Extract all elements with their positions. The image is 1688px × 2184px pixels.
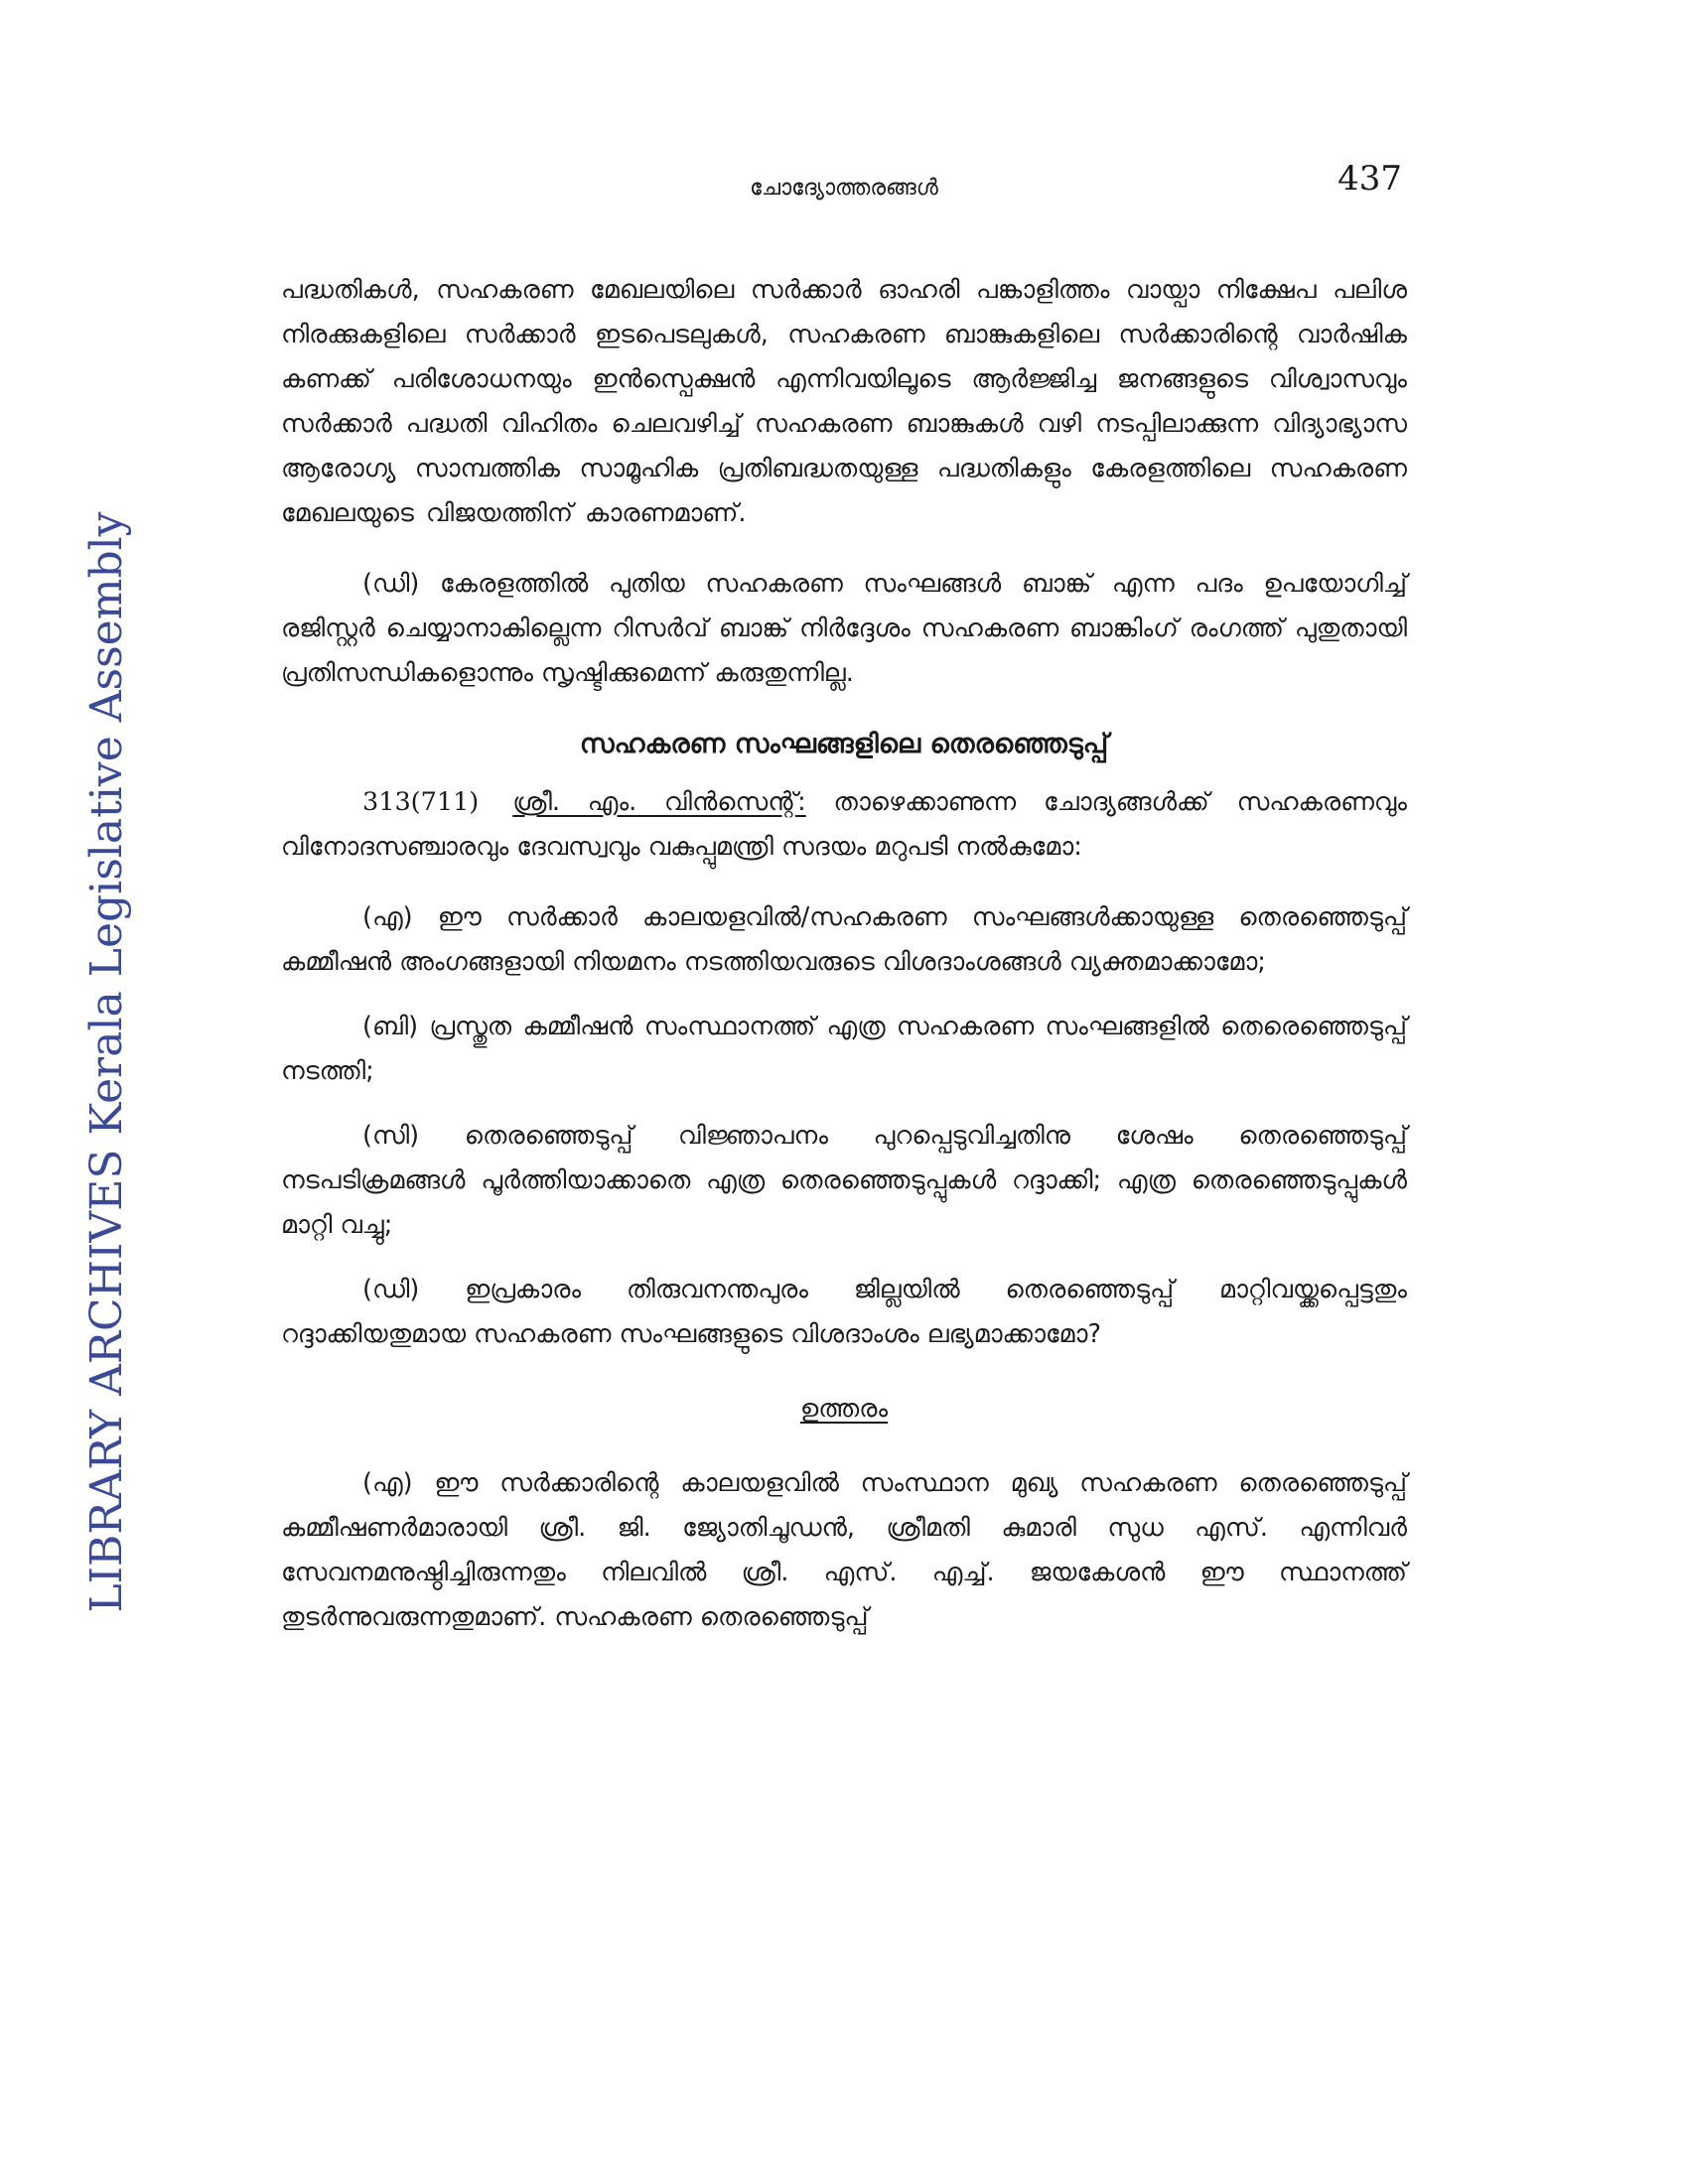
page-body (281, 268, 1407, 1640)
paragraph-d-reserve-bank: (ഡി) കേരളത്തിൽ പുതിയ സഹകരണ സംഘങ്ങൾ ബാങ്ക് എന്ന പദം ഉപയോഗിച്ച് രജിസ്റ്റർ ചെയ്യാനാകില്ലെന്ന റിസർവ് ബാങ്ക് നിർദ്ദേശം സഹകരണ ബാങ്കിംഗ് രംഗത്ത് പുതുതായി പ്രതിസന്ധികളൊന്നും സൃഷ്ടിക്കുമെന്ന് കരുതുന്നില്ല. (281, 569, 1407, 688)
answer-heading (281, 1387, 1407, 1432)
page-number: 437 (1337, 159, 1402, 199)
continuation-paragraph: പദ്ധതികൾ, സഹകരണ മേഖലയിലെ സർക്കാർ ഓഹരി പങ്കാളിത്തം വായ്പാ നിക്ഷേപ പലിശ നിരക്കുകളിലെ സർക്കാർ ഇടപെടലുകൾ, സഹകരണ ബാങ്കുകളിലെ സർക്കാരിന്റെ വാർഷിക കണക്ക് പരിശോധനയും ഇൻസ്പെക്ഷൻ എന്നിവയിലൂടെ ആർജ്ജിച്ച ജനങ്ങളുടെ വിശ്വാസവും സർക്കാർ പദ്ധതി വിഹിതം ചെലവഴിച്ച് സഹകരണ ബാങ്കുകൾ വഴി നടപ്പിലാക്കുന്ന വിദ്യാഭ്യാസ ആരോഗ്യ സാമ്പത്തിക സാമൂഹിക പ്രതിബദ്ധതയുള്ള പദ്ധതികളും കേരളത്തിലെ സഹകരണ മേഖലയുടെ വിജയത്തിന് കാരണമാണ്. (281, 275, 1407, 528)
running-title: ചോദ്യോത്തരങ്ങൾ (750, 176, 938, 201)
question-item-c: (സി) തെരഞ്ഞെടുപ്പ് വിജ്ഞാപനം പുറപ്പെടുവിച്ചതിനു ശേഷം തെരഞ്ഞെടുപ്പ് നടപടിക്രമങ്ങൾ പൂർത്തിയാക്കാതെ എത്ര തെരഞ്ഞെടുപ്പുകൾ റദ്ദാക്കി; എത്ര തെരഞ്ഞെടുപ്പുകൾ മാറ്റി വച്ചു; (281, 1121, 1407, 1240)
section-heading: സഹകരണ സംഘങ്ങളിലെ തെരഞ്ഞെടുപ്പ് (579, 729, 1109, 759)
question-item-b: (ബി) പ്രസ്തുത കമ്മീഷൻ സംസ്ഥാനത്ത് എത്ര സഹകരണ സംഘങ്ങളിൽ തെരെഞ്ഞെടുപ്പ് നടത്തി; (281, 1012, 1407, 1086)
question-item-d: (ഡി) ഇപ്രകാരം തിരുവനന്തപുരം ജില്ലയിൽ തെരഞ്ഞെടുപ്പ് മാറ്റിവയ്ക്കപ്പെട്ടതും റദ്ദാക്കിയതുമായ സഹകരണ സംഘങ്ങളുടെ വിശദാംശം ലഭ്യമാക്കാമോ? (281, 1275, 1407, 1349)
library-archives-watermark: LIBRARY ARCHIVES Kerala Legislative Assembly (81, 511, 132, 1613)
question-item-a: (എ) ഈ സർക്കാർ കാലയളവിൽ/സഹകരണ സംഘങ്ങൾക്കായുള്ള തെരഞ്ഞെടുപ്പ് കമ്മീഷൻ അംഗങ്ങളായി നിയമനം നടത്തിയവരുടെ വിശദാംശങ്ങൾ വ്യക്തമാക്കാമോ; (281, 902, 1407, 977)
answer-heading-text: ഉത്തരം (799, 1394, 889, 1424)
question-intro-text: താഴെക്കാണുന്ന ചോദ്യങ്ങൾക്ക് സഹകരണവും വിനോദസഞ്ചാരവും ദേവസ്വവും വകുപ്പുമന്ത്രി സദയം മറുപടി നൽകുമോ: (281, 787, 1407, 862)
question-number: 313(711) (362, 787, 480, 817)
question-intro (281, 780, 1407, 870)
page-header (0, 159, 1688, 218)
member-name: ശ്രീ. എം. വിൻസെന്റ്: (512, 787, 806, 817)
answer-a: (എ) ഈ സർക്കാരിന്റെ കാലയളവിൽ സംസ്ഥാന മുഖ്യ സഹകരണ തെരഞ്ഞെടുപ്പ് കമ്മീഷണർമാരായി ശ്രീ. ജി. ജ്യോതിചൂഡൻ, ശ്രീമതി കുമാരി സുധ എസ്. എന്നിവർ സേവനമനുഷ്ഠിച്ചിരുന്നതും നിലവിൽ ശ്രീ. എസ്. എച്ച്. ജയകേശൻ ഈ സ്ഥാനത്ത് തുടർന്നുവരുന്നതുമാണ്. സഹകരണ തെരഞ്ഞെടുപ്പ് (281, 1468, 1407, 1632)
